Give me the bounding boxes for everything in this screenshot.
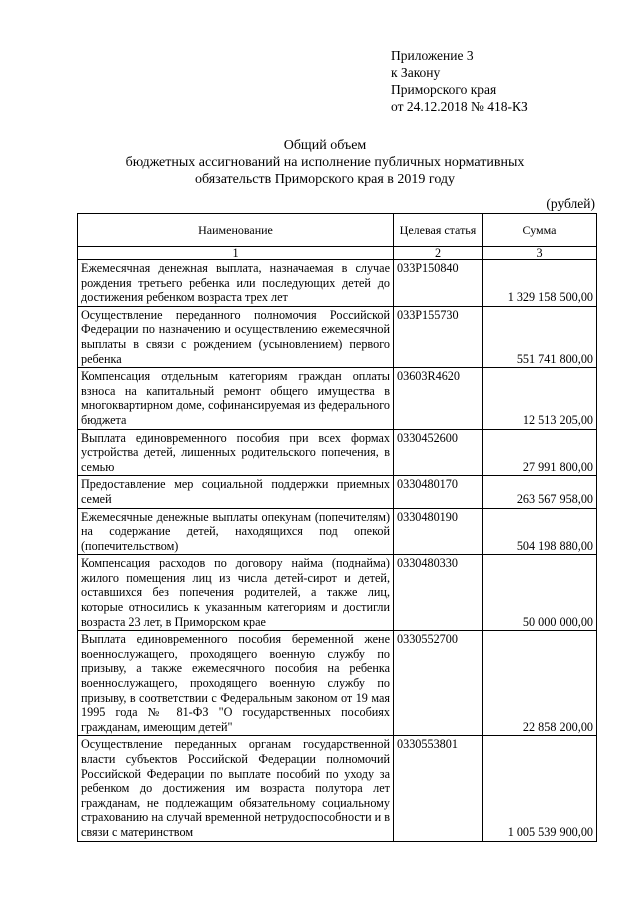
row-name: Ежемесячные денежные выплаты опекунам (попечителям) на содержание детей, находящихся под опекой (попечительством): [78, 508, 394, 555]
header-sum: Сумма: [483, 214, 597, 247]
title-line: обязательств Приморского края в 2019 году: [194, 172, 456, 187]
header-code: Целевая статья: [394, 214, 483, 247]
title-line: бюджетных ассигнований на исполнение публичных нормативных: [125, 155, 525, 170]
table-row: [78, 429, 597, 476]
table-header-row: [78, 214, 597, 247]
table-row: [78, 368, 597, 429]
row-sum: 27 991 800,00: [483, 429, 597, 476]
row-code: 033P155730: [394, 306, 483, 367]
column-number: 1: [78, 247, 394, 260]
row-sum: 263 567 958,00: [483, 476, 597, 508]
column-number: 3: [483, 247, 597, 260]
row-code: 0330553801: [394, 736, 483, 841]
appendix-line: к Закону: [391, 65, 441, 80]
row-sum: 551 741 800,00: [483, 306, 597, 367]
row-name: Осуществление переданных органам государственной власти субъектов Российской Федерации полномочий Российской Федерации по выплате пособий по уходу за ребенком до достижения им возраста полутора лет гражданам, не подлежащим обязательному социальному страхованию на случай временной нетрудоспособности и в связи с материнством: [78, 736, 394, 841]
document-title: [60, 137, 590, 188]
row-code: 0330480190: [394, 508, 483, 555]
row-name: Компенсация расходов по договору найма (поднайма) жилого помещения лиц из числа детей-сирот и детей, оставшихся без попечения родителей, а также лиц, которые относились к указанным категориям и достигли возраста 23 лет, в Приморском крае: [78, 555, 394, 631]
row-name: Осуществление переданного полномочия Российской Федерации по назначению и осуществлению ежемесячной выплаты в связи с рождением (усыновлением) первого ребенка: [78, 306, 394, 367]
row-sum: 504 198 880,00: [483, 508, 597, 555]
table-row: [78, 736, 597, 841]
table-body: [78, 260, 597, 842]
row-sum: 1 329 158 500,00: [483, 260, 597, 307]
appendix-block: [391, 47, 528, 115]
appendix-line: Приложение 3: [391, 48, 474, 63]
table-row: [78, 306, 597, 367]
row-name: Компенсация отдельным категориям граждан оплаты взноса на капитальный ремонт общего имущества в многоквартирном доме, софинансируемая из федерального бюджета: [78, 368, 394, 429]
column-number: 2: [394, 247, 483, 260]
appendix-line: от 24.12.2018 № 418-КЗ: [391, 99, 528, 114]
row-code: 0330552700: [394, 631, 483, 736]
row-sum: 1 005 539 900,00: [483, 736, 597, 841]
row-name: Предоставление мер социальной поддержки приемных семей: [78, 476, 394, 508]
table-row: [78, 476, 597, 508]
row-name: Выплата единовременного пособия беременной жене военнослужащего, проходящего военную службу по призыву, а также ежемесячного пособия на ребенка военнослужащего, проходящего военную службу по призыву, в соответствии с Федеральным законом от 19 мая 1995 года № 81-ФЗ "О государственных пособиях гражданам, имеющим детей": [78, 631, 394, 736]
table-row: [78, 260, 597, 307]
row-code: 0330452600: [394, 429, 483, 476]
table-row: [78, 508, 597, 555]
row-name: Ежемесячная денежная выплата, назначаемая в случае рождения третьего ребенка или последующих детей до достижения ребенком возраста трех лет: [78, 260, 394, 307]
title-line: Общий объем: [283, 138, 367, 153]
row-code: 0330480170: [394, 476, 483, 508]
row-code: 03603R4620: [394, 368, 483, 429]
row-sum: 50 000 000,00: [483, 555, 597, 631]
budget-table: [77, 213, 597, 842]
appendix-line: Приморского края: [391, 82, 497, 97]
header-name: Наименование: [78, 214, 394, 247]
row-code: 0330480330: [394, 555, 483, 631]
row-sum: 12 513 205,00: [483, 368, 597, 429]
row-code: 033P150840: [394, 260, 483, 307]
row-name: Выплата единовременного пособия при всех формах устройства детей, лишенных родительского попечения, в семью: [78, 429, 394, 476]
units-label: (рублей): [546, 196, 595, 211]
table-row: [78, 555, 597, 631]
row-sum: 22 858 200,00: [483, 631, 597, 736]
table-row: [78, 631, 597, 736]
column-number-row: [78, 247, 597, 260]
